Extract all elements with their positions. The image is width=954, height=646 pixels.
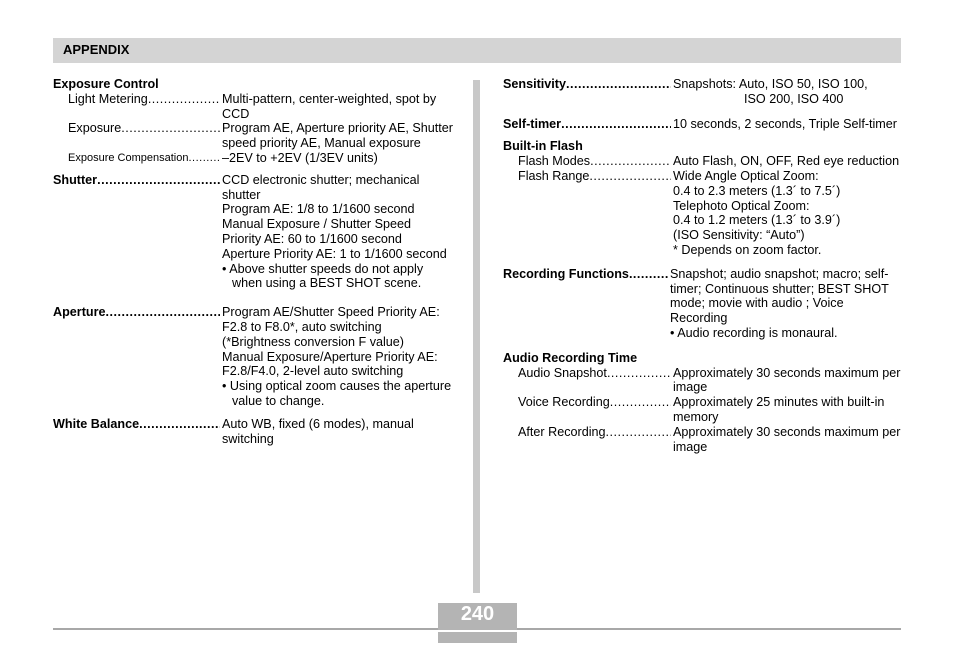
- spec-label: Recording Functions: [503, 266, 629, 281]
- spec-row-flash-modes: [503, 154, 903, 169]
- built-in-flash-heading: Built-in Flash: [503, 139, 583, 154]
- spec-note: * Depends on zoom factor.: [673, 242, 822, 257]
- spec-label: Self-timer: [503, 116, 562, 131]
- header-bar: [53, 38, 901, 63]
- spec-note: • Using optical zoom causes the aperture value to change.: [222, 379, 452, 408]
- spec-label: Aperture: [53, 305, 106, 320]
- column-divider: [473, 80, 480, 593]
- spec-value: Wide Angle Optical Zoom:: [673, 168, 819, 183]
- spec-note: • Audio recording is monaural.: [670, 325, 838, 340]
- spec-label: Exposure Compensation: [68, 151, 189, 164]
- spec-value: Approximately 30 seconds maximum per image: [673, 424, 901, 454]
- audio-recording-time-heading: Audio Recording Time: [503, 350, 638, 365]
- page-number-separator: [438, 630, 517, 632]
- spec-label: Exposure: [68, 121, 122, 136]
- footer-rule-right: [517, 628, 901, 630]
- spec-row-sensitivity: [503, 77, 903, 107]
- spec-value: Approximately 30 seconds maximum per image: [673, 365, 901, 395]
- spec-value: 0.4 to 1.2 meters (1.3´ to 3.9´): [673, 213, 841, 228]
- spec-value: Telephoto Optical Zoom:: [673, 198, 810, 213]
- right-column: [503, 77, 903, 454]
- spec-value: (ISO Sensitivity: “Auto”): [673, 228, 805, 243]
- spec-label: Voice Recording: [518, 395, 610, 410]
- spec-label: Audio Snapshot: [518, 365, 607, 380]
- spec-value: Program AE, Aperture priority AE, Shutter speed priority AE, Manual exposure: [222, 121, 453, 151]
- spec-row-exposure-compensation: [53, 151, 453, 166]
- spec-row-recording-functions: [503, 267, 903, 341]
- spec-label: Sensitivity: [503, 77, 566, 91]
- spec-label: Light Metering: [68, 91, 148, 106]
- page-number-box: [438, 603, 517, 643]
- spec-label: After Recording: [518, 424, 606, 439]
- spec-value: 10 seconds, 2 seconds, Triple Self-timer: [673, 116, 897, 131]
- spec-value: Program AE/Shutter Speed Priority AE: F2.8 to F8.0*, auto switching: [222, 305, 440, 334]
- exposure-control-heading: Exposure Control: [53, 77, 159, 91]
- spec-value: (*Brightness conversion F value): [222, 334, 404, 349]
- spec-value: ISO 200, ISO 400: [744, 91, 844, 106]
- spec-label: White Balance: [53, 416, 140, 431]
- spec-value: Multi-pattern, center-weighted, spot by CCD: [222, 91, 437, 121]
- spec-row-white-balance: [53, 417, 453, 447]
- spec-value: Manual Exposure/Aperture Priority AE: F2.8/F4.0, 2-level auto switching: [222, 349, 438, 379]
- spec-value: Auto WB, fixed (6 modes), manual switching: [222, 416, 414, 446]
- footer-rule-left: [53, 628, 438, 630]
- spec-note: • Above shutter speeds do not apply when using a BEST SHOT scene.: [222, 261, 424, 291]
- spec-label: Shutter: [53, 172, 98, 187]
- spec-row-light-metering: [53, 92, 453, 122]
- spec-row-aperture: [53, 305, 453, 409]
- spec-value: Aperture Priority AE: 1 to 1/1600 second: [222, 246, 447, 261]
- spec-row-audio-snapshot: [503, 366, 903, 396]
- spec-value: Approximately 25 minutes with built-in memory: [673, 395, 885, 424]
- spec-value: Auto Flash, ON, OFF, Red eye reduction: [673, 154, 900, 169]
- spec-row-flash-range: [503, 169, 903, 258]
- page-number: 240: [460, 603, 495, 625]
- spec-value: 0.4 to 2.3 meters (1.3´ to 7.5´): [673, 183, 841, 198]
- spec-row-shutter: [53, 173, 453, 291]
- spec-label: Flash Range: [518, 168, 590, 183]
- spec-value: CCD electronic shutter; mechanical shutter: [222, 172, 420, 202]
- spec-row-exposure: [53, 121, 453, 151]
- left-column: [53, 77, 453, 446]
- section-title: APPENDIX: [63, 42, 130, 57]
- spec-label: Flash Modes: [518, 154, 591, 169]
- spec-row-self-timer: [503, 117, 903, 132]
- spec-row-after-recording: [503, 425, 903, 455]
- spec-value: –2EV to +2EV (1/3EV units): [222, 150, 378, 165]
- spec-value: Snapshot; audio snapshot; macro; self-timer; Continuous shutter; BEST SHOT mode; movie with audio ; Voice Recording: [670, 266, 889, 326]
- spec-value: Manual Exposure / Shutter Speed Priority AE: 60 to 1/1600 second: [222, 217, 412, 246]
- spec-value: Program AE: 1/8 to 1/1600 second: [222, 202, 415, 217]
- spec-value: Snapshots: Auto, ISO 50, ISO 100,: [673, 77, 868, 91]
- spec-row-voice-recording: [503, 395, 903, 425]
